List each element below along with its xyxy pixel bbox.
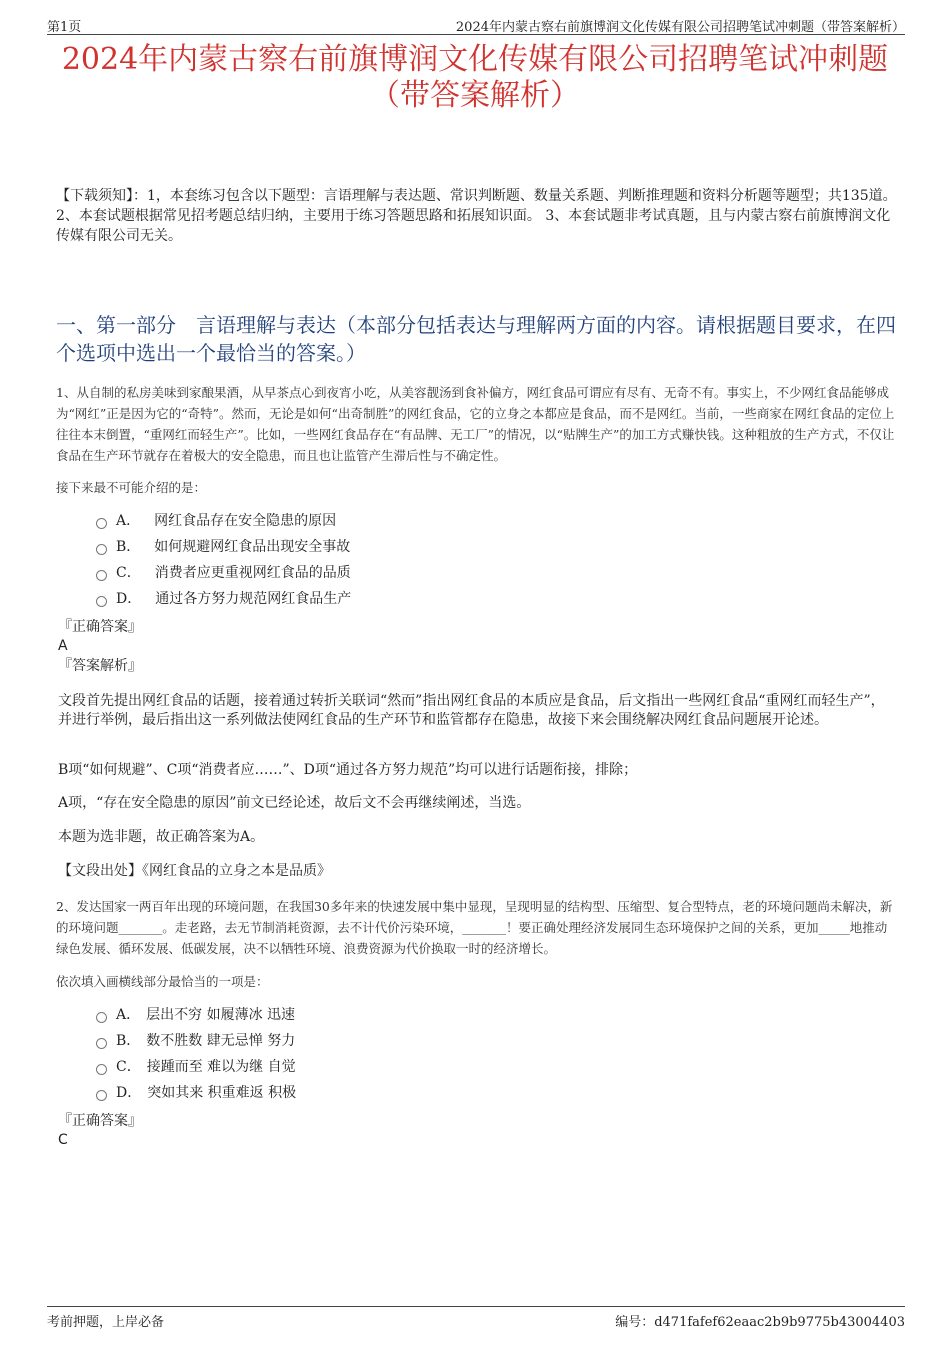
radio-icon[interactable] [96, 1012, 107, 1023]
question-1-analysis-2: B项“如何规避”、C项“消费者应……”、D项“通过各方努力规范”均可以进行话题衔接，排除； [58, 762, 638, 778]
question-1-option-a[interactable]: A． 网红食品存在安全隐患的原因 [96, 508, 796, 534]
question-2-answer: C [58, 1132, 68, 1148]
question-1-prompt: 接下来最不可能介绍的是： [56, 480, 207, 495]
download-notice: 【下载须知】：1，本套练习包含以下题型：言语理解与表达题、常识判断题、数量关系题、判断推理题和资料分析题等题型；共135道。 2、本套试题根据常见招考题总结归纳，主要用于练习答题思路和拓展知识面。 3、本套试题非考试真题，且与内蒙古察右前旗博润文化传媒有限公司无关。 [56, 188, 897, 244]
question-2-option-c[interactable]: C． 接踵而至 难以为继 自觉 [96, 1054, 796, 1080]
section-heading: 一、第一部分 言语理解与表达（本部分包括表达与理解两方面的内容。请根据题目要求，在四个选项中选出一个最恰当的答案。） [56, 313, 896, 365]
question-1-options [96, 508, 796, 612]
question-1-option-d[interactable]: D． 通过各方努力规范网红食品生产 [96, 586, 796, 612]
question-2-stem: 2、发达国家一两百年出现的环境问题，在我国30多年来的快速发展中集中显现，呈现明显的结构型、压缩型、复合型特点，老的环境问题尚未解决，新的环境问题_______。走老路，去无节制消耗资源，去不计代价污染环境，_______！要正确处理经济发展同生态环境保护之间的关系，更加_____地推动绿色发展、循环发展、低碳发展，决不以牺牲环境、浪费资源为代价换取一时的经济增长。 [56, 899, 893, 956]
page-header [47, 14, 905, 35]
question-2-option-b[interactable]: B． 数不胜数 肆无忌惮 努力 [96, 1028, 796, 1054]
page-number: 第1页 [47, 20, 82, 35]
question-2-options [96, 1002, 796, 1106]
radio-icon[interactable] [96, 518, 107, 529]
question-1-answer: A [58, 638, 68, 654]
footer-doc-id: 编号：d471fafef62eaac2b9b9775b43004403 [615, 1315, 905, 1330]
radio-icon[interactable] [96, 1064, 107, 1075]
page-footer [47, 1306, 905, 1330]
radio-icon[interactable] [96, 596, 107, 607]
document-title [40, 42, 910, 114]
title-line-1: 2024年内蒙古察右前旗博润文化传媒有限公司招聘笔试冲刺题 [61, 42, 889, 77]
question-1-answer-label: 『正确答案』 [58, 619, 142, 635]
radio-icon[interactable] [96, 544, 107, 555]
question-1-analysis-label: 『答案解析』 [58, 658, 142, 674]
question-1-analysis-1: 文段首先提出网红食品的话题，接着通过转折关联词“然而”指出网红食品的本质应是食品，后文指出一些网红食品“重网红而轻生产”，并进行举例，最后指出这一系列做法使网红食品的生产环节和监管都存在隐患，故接下来会围绕解决网红食品问题展开论述。 [58, 693, 885, 728]
title-line-2: （带答案解析） [370, 78, 580, 113]
footer-slogan: 考前押题，上岸必备 [47, 1315, 165, 1330]
question-1-option-c[interactable]: C． 消费者应更重视网红食品的品质 [96, 560, 796, 586]
radio-icon[interactable] [96, 1038, 107, 1049]
question-1-analysis-4: 本题为选非题，故正确答案为A。 [58, 829, 265, 845]
question-1-analysis-3: A项，“存在安全隐患的原因”前文已经论述，故后文不会再继续阐述，当选。 [58, 795, 531, 811]
question-2-answer-label: 『正确答案』 [58, 1113, 142, 1129]
radio-icon[interactable] [96, 570, 107, 581]
radio-icon[interactable] [96, 1090, 107, 1101]
header-doc-title: 2024年内蒙古察右前旗博润文化传媒有限公司招聘笔试冲刺题（带答案解析） [455, 20, 905, 35]
question-2-prompt: 依次填入画横线部分最恰当的一项是： [56, 974, 269, 989]
question-1-stem: 1、从自制的私房美味到家酿果酒，从早茶点心到夜宵小吃，从美容靓汤到食补偏方，网红食品可谓应有尽有、无奇不有。事实上，不少网红食品能够成为“网红”正是因为它的“奇特”。然而，无论是如何“出奇制胜”的网红食品，它的立身之本都应是食品，而不是网红。当前，一些商家在网红食品的定位上往往本末倒置，“重网红而轻生产”。比如，一些网红食品存在“有品牌、无工厂”的情况，以“贴牌生产”的加工方式赚快钱。这种粗放的生产方式，不仅让食品在生产环节就存在着极大的安全隐患，而且也让监管产生滞后性与不确定性。 [56, 385, 895, 463]
question-1-source: 【文段出处】《网红食品的立身之本是品质》 [58, 863, 331, 879]
question-2-option-d[interactable]: D． 突如其来 积重难返 积极 [96, 1080, 796, 1106]
question-2-option-a[interactable]: A． 层出不穷 如履薄冰 迅速 [96, 1002, 796, 1028]
question-1-option-b[interactable]: B． 如何规避网红食品出现安全事故 [96, 534, 796, 560]
